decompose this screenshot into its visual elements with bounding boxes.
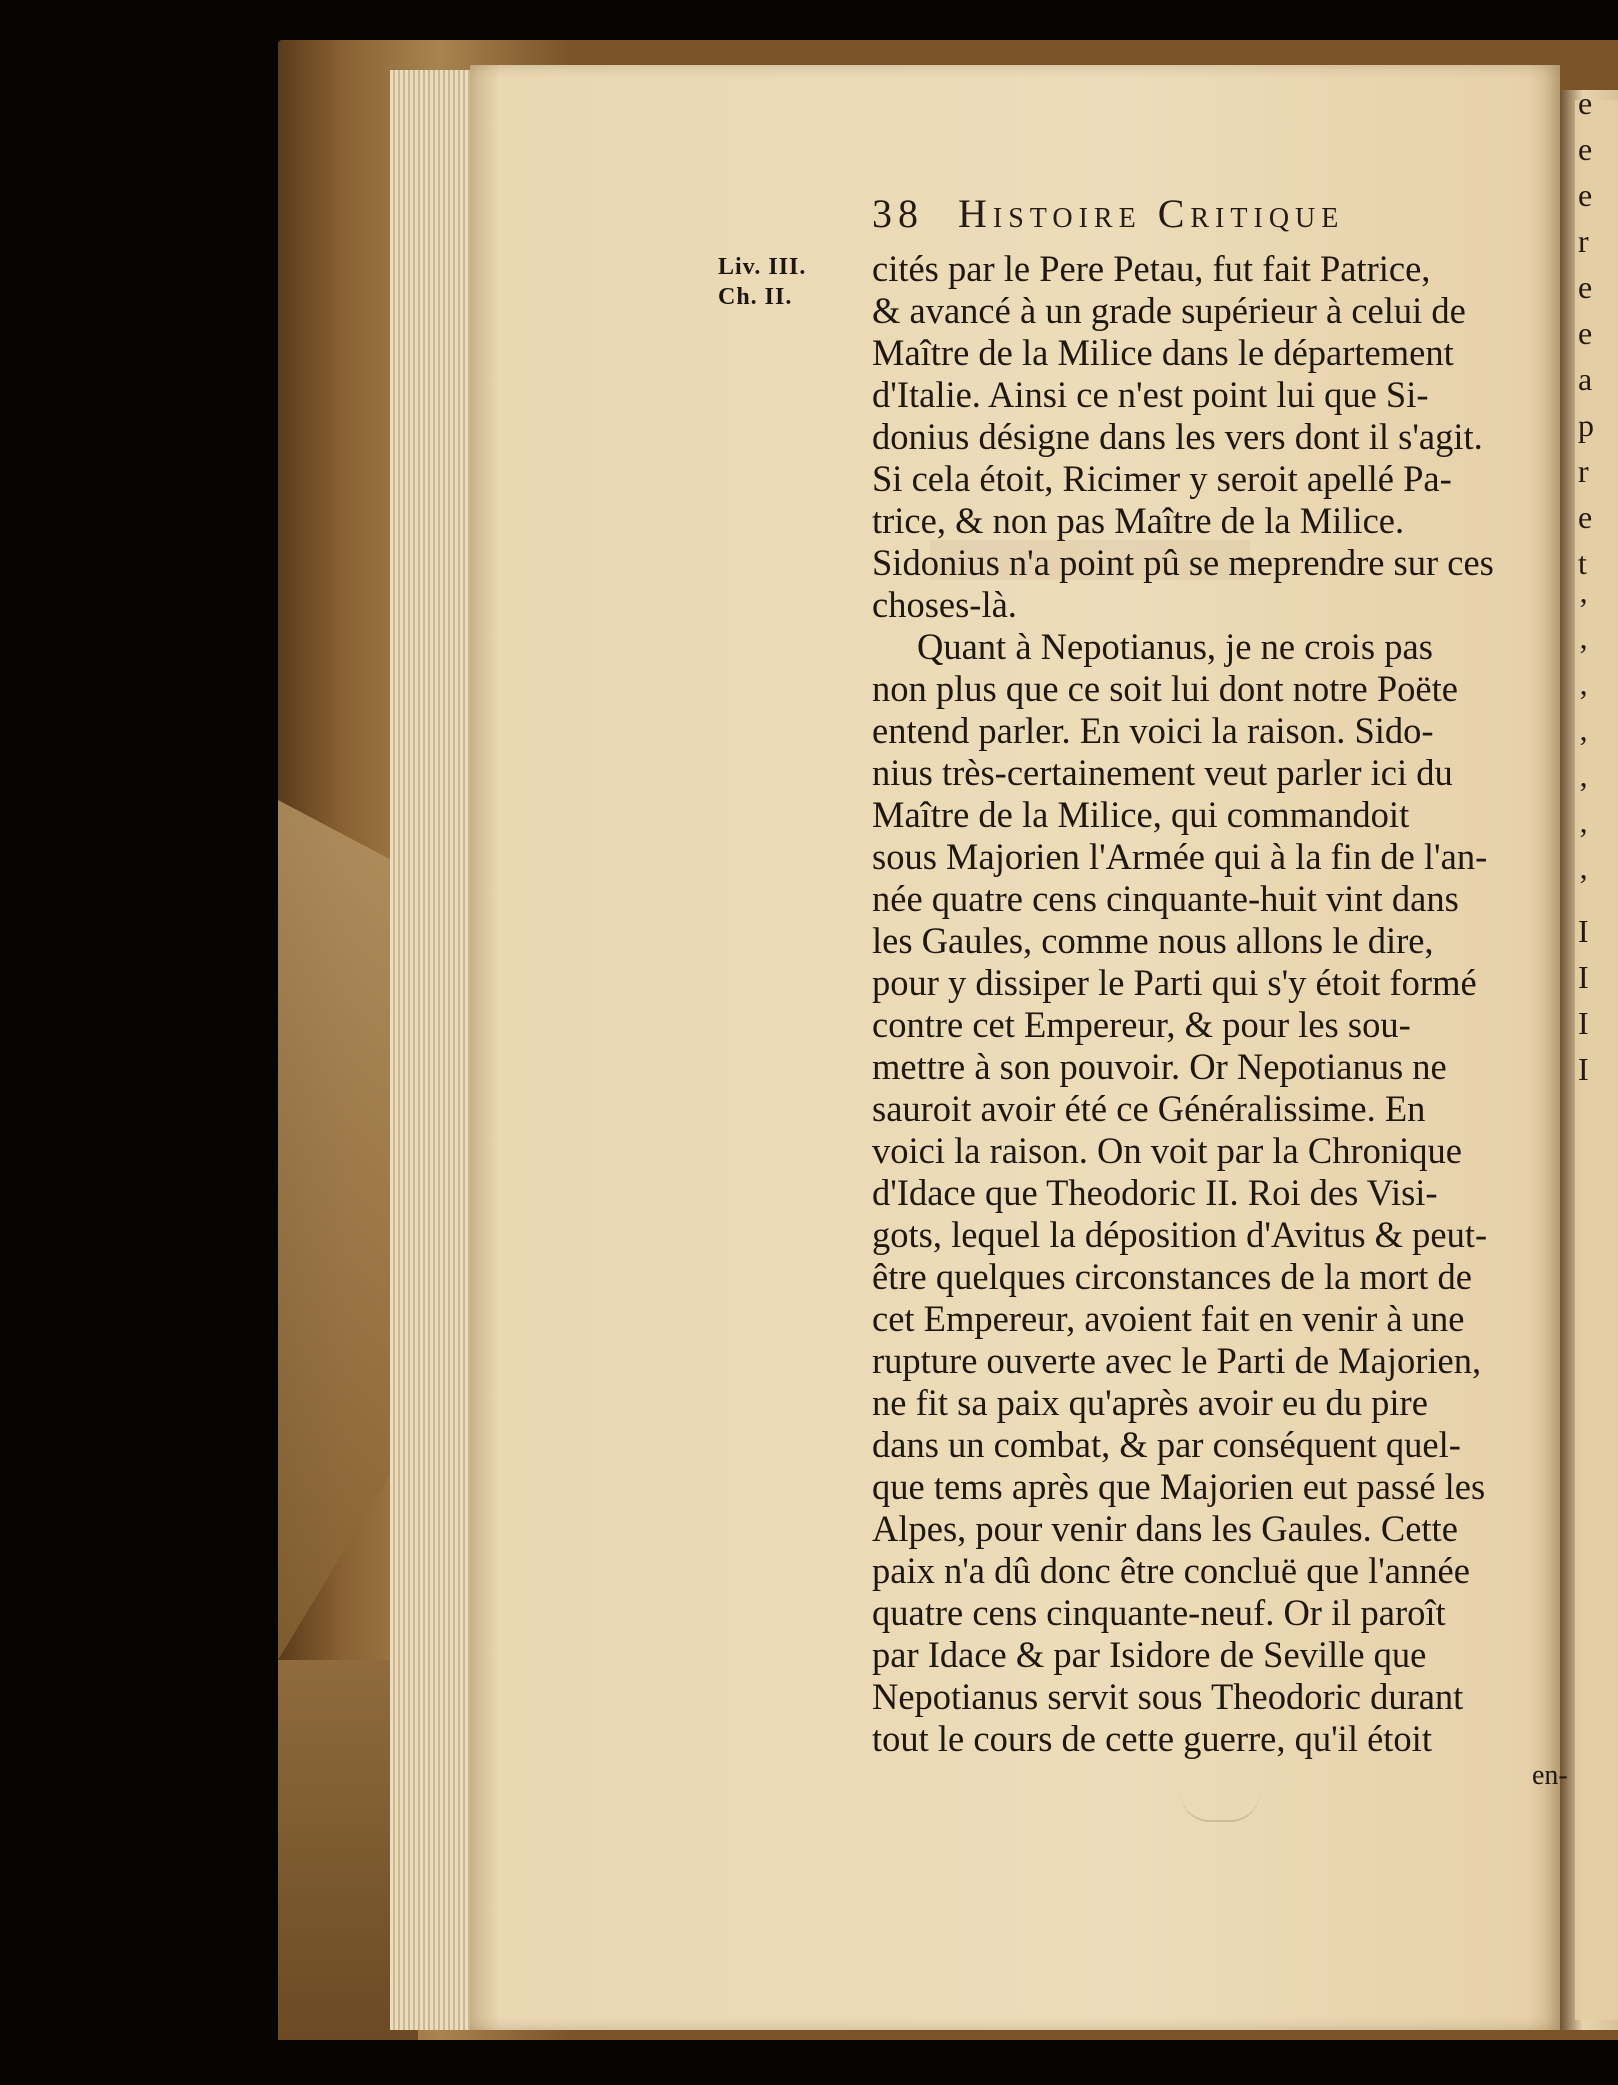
text-line: paix n'a dû donc être concluë que l'année	[872, 1550, 1470, 1591]
text-line: cet Empereur, avoient fait en venir à une	[872, 1298, 1465, 1339]
text-line: sauroit avoir été ce Généralissime. En	[872, 1088, 1426, 1129]
facing-page-char: I	[1578, 1005, 1589, 1041]
text-line: nius très-certainement veut parler ici du	[872, 752, 1453, 793]
text-line: cités par le Pere Petau, fut fait Patrice,	[872, 248, 1431, 289]
text-line: dans un combat, & par conséquent quel-	[872, 1424, 1461, 1465]
facing-page-char: I	[1578, 1051, 1589, 1087]
facing-page-char: t	[1578, 545, 1587, 581]
text-line: rupture ouverte avec le Parti de Majorien,	[872, 1340, 1482, 1381]
text-line: ne fit sa paix qu'après avoir eu du pire	[872, 1382, 1428, 1423]
margin-note-book: Liv. III.	[718, 254, 807, 280]
text-line: Quant à Nepotianus, je ne crois pas	[917, 626, 1433, 667]
margin-note-chapter: Ch. II.	[718, 284, 793, 310]
facing-page-char: e	[1578, 85, 1593, 121]
text-line: Si cela étoit, Ricimer y seroit apellé Pa-	[872, 458, 1452, 499]
text-line: sous Majorien l'Armée qui à la fin de l'an-	[872, 836, 1488, 877]
facing-page-char: ’	[1578, 729, 1589, 765]
text-line: tout le cours de cette guerre, qu'il étoit	[872, 1718, 1432, 1759]
running-title: Histoire Critique	[958, 191, 1345, 236]
page-stack-edge	[390, 70, 470, 2030]
text-line: Nepotianus servit sous Theodoric durant	[872, 1676, 1464, 1717]
catchword: en-	[1532, 1760, 1568, 1791]
facing-page-char: e	[1578, 269, 1593, 305]
running-head	[872, 190, 1572, 246]
text-line: donius désigne dans les vers dont il s'agit.	[872, 416, 1483, 457]
text-line: Alpes, pour venir dans les Gaules. Cette	[872, 1508, 1458, 1549]
text-line: Maître de la Milice dans le département	[872, 332, 1454, 373]
facing-page-char: r	[1578, 453, 1589, 489]
text-line: entend parler. En voici la raison. Sido-	[872, 710, 1434, 751]
faint-ink-mark	[1180, 1780, 1260, 1822]
facing-page-fragment	[1578, 80, 1618, 1980]
text-line: Sidonius n'a point pû se meprendre sur ces	[872, 542, 1494, 583]
text-line: d'Idace que Theodoric II. Roi des Visi-	[872, 1172, 1438, 1213]
facing-page-char: r	[1578, 223, 1589, 259]
text-line: gots, lequel la déposition d'Avitus & peut-	[872, 1214, 1488, 1255]
facing-page-char: e	[1578, 499, 1593, 535]
text-line: les Gaules, comme nous allons le dire,	[872, 920, 1434, 961]
facing-page-char: e	[1578, 131, 1593, 167]
facing-page-char: p	[1578, 407, 1594, 443]
text-line: par Idace & par Isidore de Seville que	[872, 1634, 1427, 1675]
text-line: être quelques circonstances de la mort de	[872, 1256, 1472, 1297]
facing-page-char: ’	[1578, 591, 1589, 627]
facing-page-char: a	[1578, 361, 1593, 397]
margin-note	[718, 252, 868, 312]
text-line: née quatre cens cinquante-huit vint dans	[872, 878, 1459, 919]
text-line: voici la raison. On voit par la Chronique	[872, 1130, 1462, 1171]
body-text	[872, 248, 1572, 1760]
facing-page-char: ’	[1578, 683, 1589, 719]
text-line: choses-là.	[872, 584, 1017, 625]
text-line: que tems après que Majorien eut passé les	[872, 1466, 1486, 1507]
facing-page-char: e	[1578, 177, 1593, 213]
text-line: trice, & non pas Maître de la Milice.	[872, 500, 1405, 541]
text-line: contre cet Empereur, & pour les sou-	[872, 1004, 1411, 1045]
text-line: non plus que ce soit lui dont notre Poëte	[872, 668, 1458, 709]
text-line: quatre cens cinquante-neuf. Or il paroît	[872, 1592, 1446, 1633]
page-number: 38	[872, 191, 924, 236]
facing-page-char: ’	[1578, 775, 1589, 811]
text-line: mettre à son pouvoir. Or Nepotianus ne	[872, 1046, 1447, 1087]
text-line: & avancé à un grade supérieur à celui de	[872, 290, 1466, 331]
text-line: d'Italie. Ainsi ce n'est point lui que Si-	[872, 374, 1429, 415]
facing-page-char: e	[1578, 315, 1593, 351]
facing-page-char: I	[1578, 959, 1589, 995]
facing-page-char: ’	[1578, 637, 1589, 673]
text-line: pour y dissiper le Parti qui s'y étoit formé	[872, 962, 1477, 1003]
facing-page-char: ’	[1578, 867, 1589, 903]
facing-page-char: I	[1578, 913, 1589, 949]
text-line: Maître de la Milice, qui commandoit	[872, 794, 1410, 835]
facing-page-char: ’	[1578, 821, 1589, 857]
